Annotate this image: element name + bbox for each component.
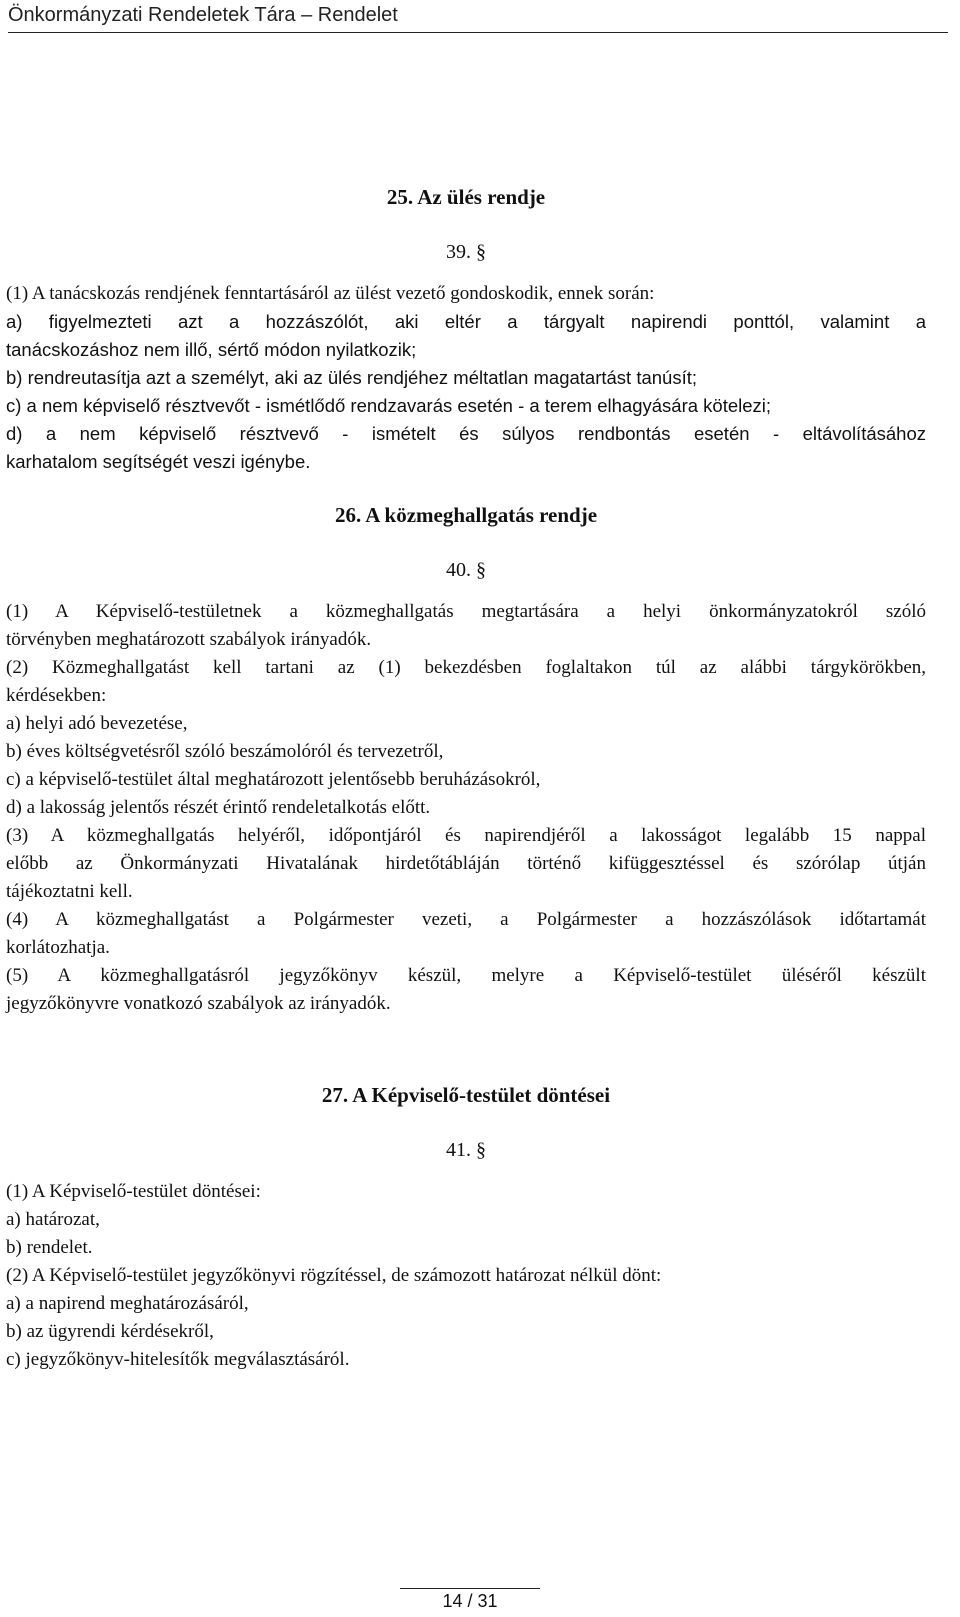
text-line: (1) A Képviselő-testületnek a közmeghallgatás megtartására a helyi önkormányzatokról szóló [6,601,926,622]
text-line: a) figyelmezteti azt a hozzászólót, aki eltér a tárgyalt napirendi ponttól, valamint a [6,311,926,332]
header-title: Önkormányzati Rendeletek Tára – Rendelet [8,4,398,26]
text-line: (1) A Képviselő-testület döntései: [6,1181,261,1202]
paragraph-number: 39. § [446,241,486,263]
text-line: (3) A közmeghallgatás helyéről, időpontjáról és napirendjéről a lakosságot legalább 15 nappal [6,825,926,846]
section-26 [6,500,926,1018]
paragraph-number: 40. § [446,559,486,581]
text-line: a) helyi adó bevezetése, [6,713,188,734]
page-footer [400,1588,540,1613]
text-line: (5) A közmeghallgatásról jegyzőkönyv készül, melyre a Képviselő-testület üléséről készült [6,965,926,986]
text-line: (4) A közmeghallgatást a Polgármester vezeti, a Polgármester a hozzászólások időtartamát [6,909,926,930]
text-line: b) éves költségvetésről szóló beszámolóról és tervezetről, [6,741,444,762]
document-header [8,0,948,33]
text-line: jegyzőkönyvre vonatkozó szabályok az irányadók. [6,993,391,1014]
text-line: a) a napirend meghatározásáról, [6,1293,249,1314]
text-line: kérdésekben: [6,685,107,706]
paragraph-number: 41. § [446,1139,486,1161]
text-line: c) jegyzőkönyv-hitelesítők megválasztásáról. [6,1349,350,1370]
text-line: (2) Közmeghallgatást kell tartani az (1) bekezdésben foglaltakon túl az alábbi tárgykörökben, [6,657,926,678]
text-line: törvényben meghatározott szabályok irányadók. [6,629,372,650]
text-line: karhatalom segítségét veszi igénybe. [6,451,311,472]
section-heading: 26. A közmeghallgatás rendje [334,503,598,527]
text-line: c) a nem képviselő résztvevőt - ismétlődő rendzavarás esetén - a terem elhagyására kötelezi; [6,395,772,416]
text-line: előbb az Önkormányzati Hivatalának hirdetőtábláján történő kifüggesztéssel és szórólap útján [6,853,926,874]
text-line: tanácskozáshoz nem illő, sértő módon nyilatkozik; [6,339,417,360]
text-line: korlátozhatja. [6,937,110,958]
text-line: c) a képviselő-testület által meghatározott jelentősebb beruházásokról, [6,769,541,790]
text-line: tájékoztatni kell. [6,881,133,902]
text-line: d) a lakosság jelentős részét érintő rendeletalkotás előtt. [6,797,431,818]
section-25 [6,182,926,476]
text-line: b) rendelet. [6,1237,93,1258]
text-line: d) a nem képviselő résztvevő - ismételt és súlyos rendbontás esetén - eltávolításához [6,423,926,444]
text-line: (2) A Képviselő-testület jegyzőkönyvi rögzítéssel, de számozott határozat nélkül dönt: [6,1265,662,1286]
text-line: a) határozat, [6,1209,100,1230]
page-number: 14 / 31 [442,1591,498,1611]
text-line: b) rendreutasítja azt a személyt, aki az ülés rendjéhez méltatlan magatartást tanúsít; [6,367,698,388]
text-line: (1) A tanácskozás rendjének fenntartásáról az ülést vezető gondoskodik, ennek során: [6,283,655,304]
text-line: b) az ügyrendi kérdésekről, [6,1321,214,1342]
section-heading: 27. A Képviselő-testület döntései [321,1083,611,1107]
section-heading: 25. Az ülés rendje [386,185,546,209]
section-27 [6,1080,926,1374]
document-body [6,182,926,1374]
